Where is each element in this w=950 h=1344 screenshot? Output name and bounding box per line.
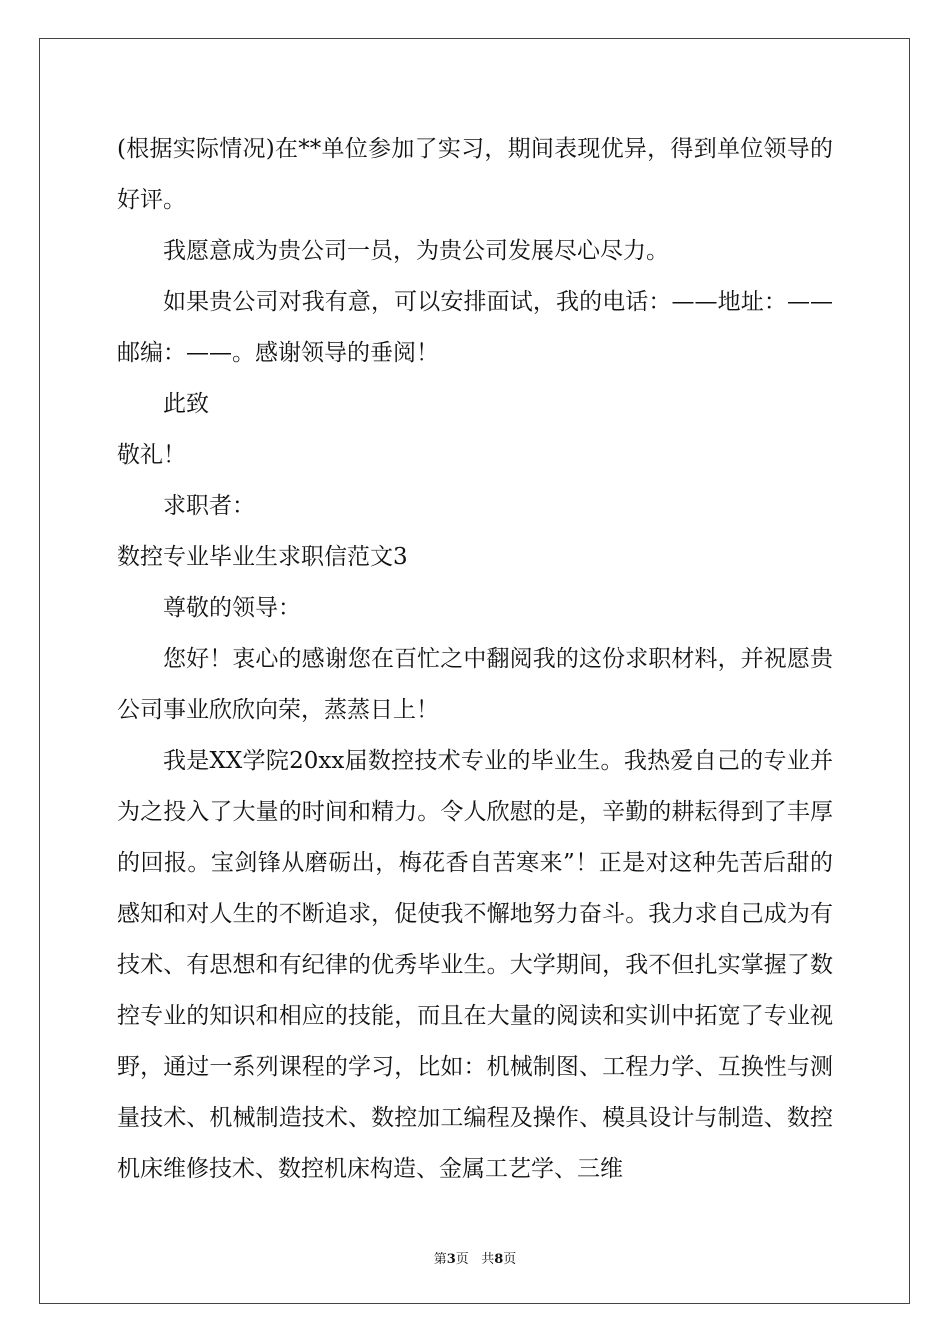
footer-page-current: 3 [446, 1252, 456, 1267]
signature-label: 求职者： [163, 493, 255, 519]
footer-page-suffix: 页 [455, 1252, 469, 1267]
footer-page-total: 8 [494, 1252, 504, 1267]
closing-salutation: 此致 [163, 391, 209, 417]
paragraph-body: 我是XX学院20xx届数控技术专业的毕业生。我热爱自己的专业并为之投入了大量的时间和精力。令人欣慰的是，辛勤的耕耘得到了丰厚的回报。宝剑锋从磨砺出，梅花香自苦寒来”！正是对这种先苦后甜的感知和对人生的不断追求，促使我不懈地努力奋斗。我力求自己成为有技术、有思想和有纪律的优秀毕业生。大学期间，我不但扎实掌握了数控专业的知识和相应的技能，而且在大量的阅读和实训中拓宽了专业视野，通过一系列课程的学习，比如：机械制图、工程力学、互换性与测量技术、机械制造技术、数控加工编程及操作、模具设计与制造、数控机床维修技术、数控机床构造、金属工艺学、三维 [117, 748, 833, 1182]
section-title: 数控专业毕业生求职信范文3 [117, 544, 408, 570]
greeting: 尊敬的领导： [163, 595, 301, 621]
paragraph-1: (根据实际情况)在**单位参加了实习，期间表现优异，得到单位领导的好评。 [117, 136, 833, 213]
closing-regards: 敬礼！ [117, 442, 186, 468]
page-footer [0, 1248, 950, 1267]
footer-page-prefix: 第 [433, 1252, 447, 1267]
footer-total-prefix: 共 [481, 1252, 495, 1267]
document-body [117, 124, 833, 1195]
paragraph-3: 如果贵公司对我有意，可以安排面试，我的电话：——地址：——邮编：——。感谢领导的垂阅！ [117, 289, 833, 366]
paragraph-2: 我愿意成为贵公司一员，为贵公司发展尽心尽力。 [163, 238, 669, 264]
footer-total-suffix: 页 [503, 1252, 517, 1267]
paragraph-intro: 您好！衷心的感谢您在百忙之中翻阅我的这份求职材料，并祝愿贵公司事业欣欣向荣，蒸蒸日上！ [117, 646, 833, 723]
